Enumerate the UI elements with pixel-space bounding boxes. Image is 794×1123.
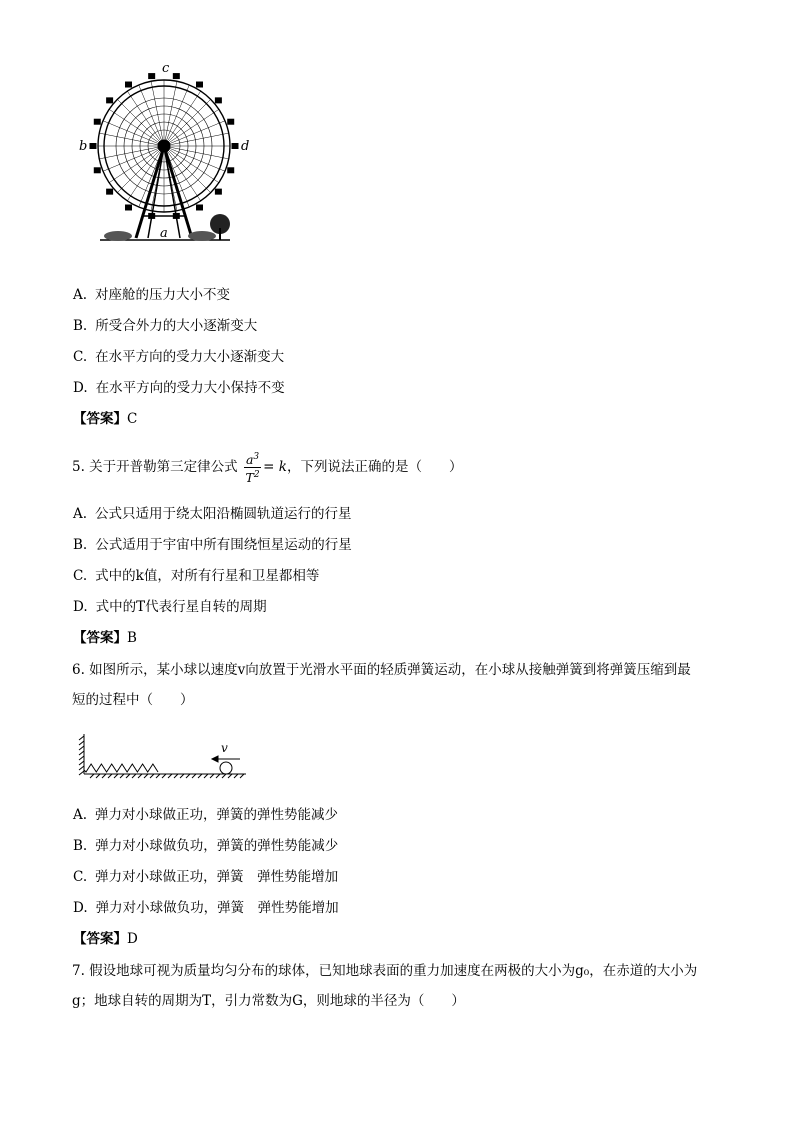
- gondola: [94, 167, 101, 173]
- q5-option-d: D. 式中的T代表行星自转的周期: [73, 599, 267, 615]
- gondola: [232, 143, 239, 149]
- spring: [84, 764, 158, 772]
- gondola: [227, 167, 234, 173]
- gondola: [125, 82, 132, 88]
- q5-option-b: B. 公式适用于宇宙中所有围绕恒星运动的行星: [73, 537, 352, 553]
- label-v: v: [221, 741, 228, 755]
- q4-option-d: D. 在水平方向的受力大小保持不变: [73, 380, 285, 396]
- floor-hatch: [234, 774, 238, 778]
- kepler-formula: $\frac{a^3}{T^2}$: [245, 452, 260, 485]
- floor-hatch: [108, 774, 112, 778]
- floor-hatch: [192, 774, 196, 778]
- wall-hatch: [79, 751, 84, 755]
- ball: [220, 762, 232, 774]
- q6-option-c: C. 弹力对小球做正功，弹簧 弹性势能增加: [73, 869, 339, 885]
- q6-option-a: A. 弹力对小球做正功，弹簧的弹性势能减少: [73, 807, 339, 823]
- floor-hatch: [240, 774, 244, 778]
- bush-left: [104, 231, 132, 241]
- ferris-wheel-figure: [78, 58, 250, 244]
- wall-hatch: [79, 741, 84, 745]
- q6-stem-line2: 短的过程中（ ）: [72, 692, 194, 708]
- wall-hatch: [79, 771, 84, 775]
- q4-option-b: B. 所受合外力的大小逐渐变大: [73, 318, 258, 334]
- q4-option-c: C. 在水平方向的受力大小逐渐变大: [73, 349, 285, 365]
- floor-hatch: [96, 774, 100, 778]
- gondola: [125, 204, 132, 210]
- floor-hatch: [204, 774, 208, 778]
- bush-right: [188, 231, 216, 241]
- label-c: c: [162, 61, 170, 76]
- gondola: [106, 97, 113, 103]
- floor-hatch: [138, 774, 142, 778]
- floor-hatch: [126, 774, 130, 778]
- gondola: [215, 189, 222, 195]
- q5-option-a: A. 公式只适用于绕太阳沿椭圆轨道运行的行星: [73, 506, 352, 522]
- q6-option-d: D. 弹力对小球做负功，弹簧 弹性势能增加: [73, 900, 339, 916]
- wall-hatch: [79, 756, 84, 760]
- q5-stem: 5. 关于开普勒第三定律公式 $\frac{a^3}{T^2}$ = k，下列说法正确的是（ ）: [72, 452, 463, 485]
- label-b: b: [79, 139, 88, 154]
- floor-hatch: [216, 774, 220, 778]
- gondola: [173, 73, 180, 79]
- gondola: [94, 119, 101, 125]
- floor-hatch: [180, 774, 184, 778]
- floor-hatch: [174, 774, 178, 778]
- floor-hatch: [90, 774, 94, 778]
- floor-hatch: [162, 774, 166, 778]
- q6-stem-line1: 6. 如图所示，某小球以速度v向放置于光滑水平面的轻质弹簧运动，在小球从接触弹簧到将弹簧压缩到最: [72, 662, 691, 678]
- floor-hatch: [114, 774, 118, 778]
- gondola: [90, 143, 97, 149]
- floor-hatch: [156, 774, 160, 778]
- q5-option-c: C. 式中的k值，对所有行星和卫星都相等: [73, 568, 320, 584]
- q7-stem-line1: 7. 假设地球可视为质量均匀分布的球体，已知地球表面的重力加速度在两极的大小为g₀，在赤道的大小为: [72, 963, 698, 979]
- floor-hatch: [150, 774, 154, 778]
- q7-stem-line2: g；地球自转的周期为T，引力常数为G，则地球的半径为（ ）: [72, 993, 465, 1009]
- q6-option-b: B. 弹力对小球做负功，弹簧的弹性势能减少: [73, 838, 339, 854]
- wall-hatch: [79, 746, 84, 750]
- floor-hatch: [210, 774, 214, 778]
- gondola: [106, 189, 113, 195]
- label-a: a: [160, 226, 168, 241]
- gondola: [148, 73, 155, 79]
- q4-answer: 【答案】C: [73, 411, 138, 427]
- gondola: [227, 119, 234, 125]
- velocity-arrowhead: [212, 756, 218, 762]
- label-d: d: [241, 139, 250, 154]
- floor-hatch: [222, 774, 226, 778]
- q6-answer: 【答案】D: [73, 931, 138, 947]
- gondola: [215, 97, 222, 103]
- floor-hatch: [186, 774, 190, 778]
- spring-ball-figure: [78, 730, 250, 780]
- floor-hatch: [168, 774, 172, 778]
- floor-hatch: [120, 774, 124, 778]
- wall-hatch: [79, 736, 84, 740]
- floor-hatch: [132, 774, 136, 778]
- gondola: [196, 82, 203, 88]
- q5-answer: 【答案】B: [73, 630, 137, 646]
- floor-hatch: [102, 774, 106, 778]
- wall-hatch: [79, 761, 84, 765]
- gondola: [196, 204, 203, 210]
- floor-hatch: [144, 774, 148, 778]
- floor-hatch: [198, 774, 202, 778]
- q4-option-a: A. 对座舱的压力大小不变: [73, 287, 231, 303]
- wall-hatch: [79, 766, 84, 770]
- floor-hatch: [228, 774, 232, 778]
